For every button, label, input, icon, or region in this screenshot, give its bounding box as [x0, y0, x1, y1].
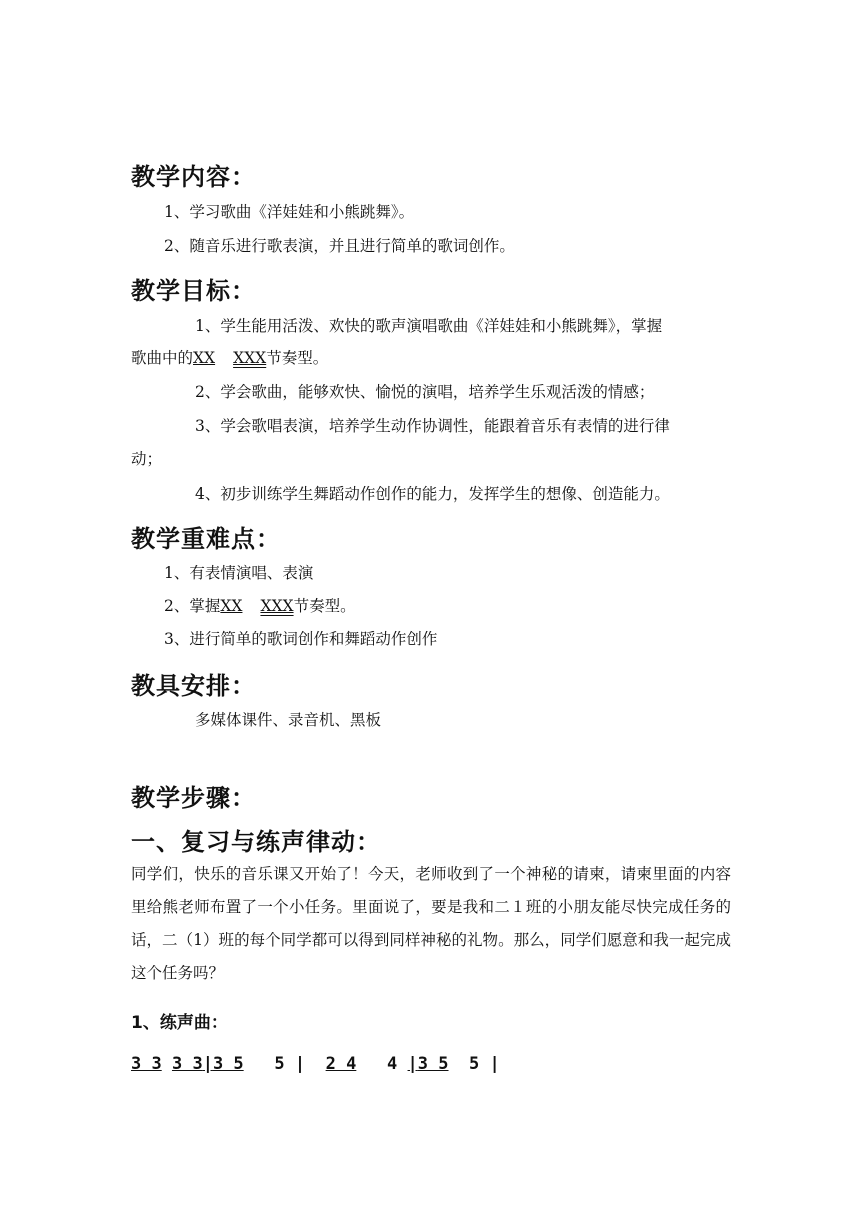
bar-line: | — [202, 1054, 213, 1074]
key-point-1: 1、有表情演唱、表演 — [164, 564, 314, 582]
note-group: 3 3 — [131, 1054, 162, 1074]
key-point-2-prefix: 2、掌握 — [164, 597, 221, 615]
vocal-exercise-heading: 1、练声曲： — [131, 1013, 228, 1033]
rhythm-xxx: XXX — [233, 349, 267, 367]
goal-1-suffix: 节奏型。 — [266, 349, 329, 367]
steps-heading: 教学步骤： — [131, 784, 256, 812]
goal-1-line-1: 1、学生能用活泼、欢快的歌声演唱歌曲《洋娃娃和小熊跳舞》，掌握 — [195, 317, 663, 335]
note: 5 — [274, 1054, 285, 1074]
goal-2: 2、学会歌曲，能够欢快、愉悦的演唱，培养学生乐观活泼的情感； — [195, 383, 655, 401]
goal-1-prefix: 歌曲中的 — [131, 349, 194, 367]
content-item-2: 2、随音乐进行歌表演，并且进行简单的歌词创作。 — [164, 237, 515, 255]
key-point-2 — [164, 596, 356, 616]
note: 5 — [469, 1054, 480, 1074]
note-group: 3 3 — [171, 1054, 203, 1074]
tools-heading: 教具安排： — [131, 672, 256, 700]
vocal-exercise-notation — [131, 1054, 500, 1074]
goals-heading: 教学目标： — [131, 277, 256, 305]
goal-4: 4、初步训练学生舞蹈动作创作的能力，发挥学生的想像、创造能力。 — [195, 485, 670, 503]
rhythm-xx: XX — [220, 597, 243, 615]
intro-paragraph: 同学们，快乐的音乐课又开始了！今天，老师收到了一个神秘的请柬，请柬里面的内容里给熊老师布置了一个小任务。里面说了，要是我和二１班的小朋友能尽快完成任务的话，二（1）班的每个同学都可以得到同样神秘的礼物。那么，同学们愿意和我一起完成这个任务吗？ — [131, 865, 731, 982]
key-points-heading: 教学重难点： — [131, 525, 281, 553]
content-heading: 教学内容： — [131, 163, 256, 191]
tools-text: 多媒体课件、录音机、黑板 — [195, 711, 382, 729]
note-group: 3 5 — [212, 1054, 244, 1074]
key-point-3: 3、进行简单的歌词创作和舞蹈动作创作 — [164, 630, 438, 648]
bar-line: | — [407, 1054, 418, 1074]
rhythm-xxx: XXX — [260, 597, 294, 615]
bar-line: | — [489, 1054, 500, 1074]
section-1-heading: 一、复习与练声律动： — [131, 828, 381, 856]
key-point-2-suffix: 节奏型。 — [293, 597, 356, 615]
content-item-1: 1、学习歌曲《洋娃娃和小熊跳舞》。 — [164, 203, 415, 221]
bar-line: | — [294, 1054, 306, 1074]
goal-1-line-2 — [131, 348, 328, 368]
rhythm-xx: XX — [193, 349, 216, 367]
goal-3-line-1: 3、学会歌唱表演，培养学生动作协调性，能跟着音乐有表情的进行律 — [195, 417, 670, 435]
note: 4 — [387, 1054, 398, 1074]
note-group: 2 4 — [325, 1054, 357, 1074]
note-group: 3 5 — [417, 1054, 449, 1074]
goal-3-line-2: 动； — [131, 450, 163, 468]
